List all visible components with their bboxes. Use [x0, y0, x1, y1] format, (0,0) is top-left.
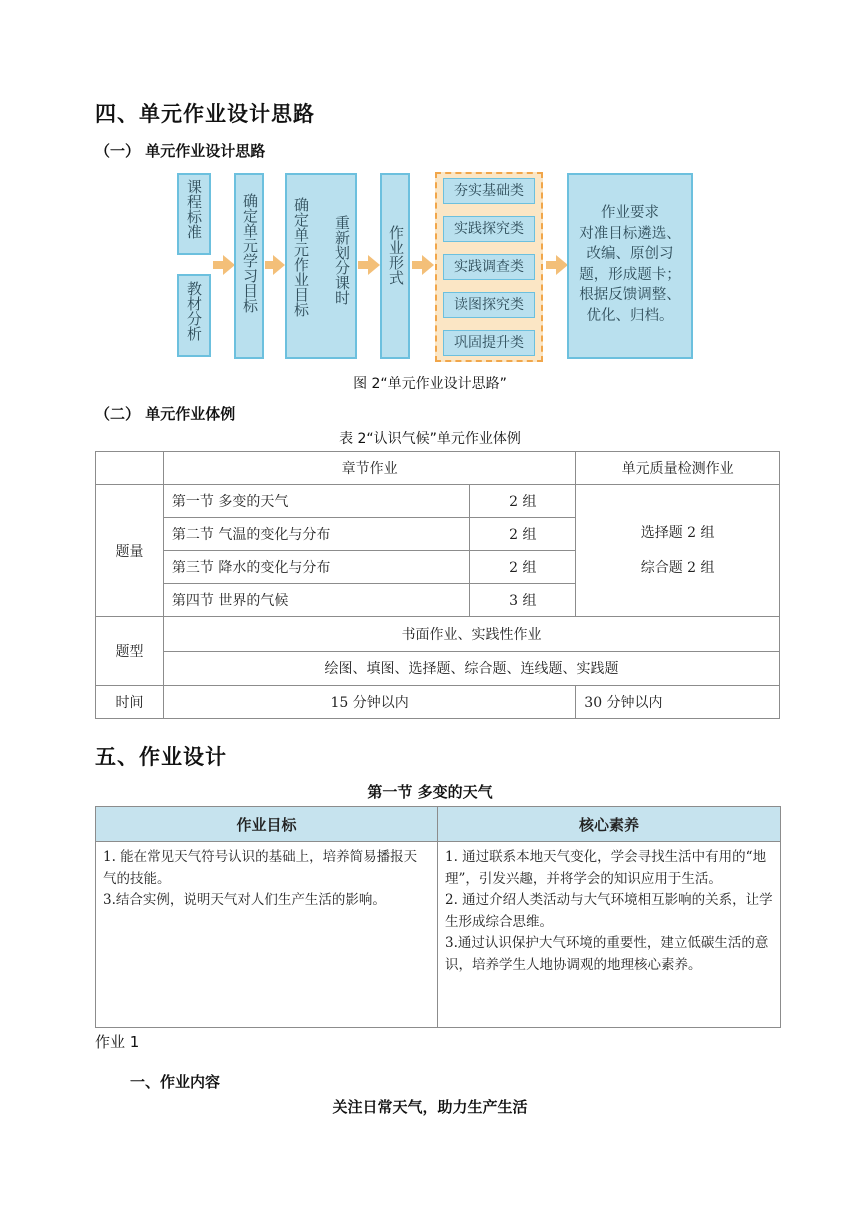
unit-amount-cell — [576, 485, 780, 617]
section-count: 2 组 — [470, 485, 576, 518]
table-row — [96, 485, 780, 518]
unit-learning-goals-label: 确定单元学习目标 — [241, 193, 259, 313]
type-line-1: 书面作业、实践性作业 — [163, 617, 779, 652]
unit-learning-goals-box — [234, 173, 264, 359]
core-item: 3.通过认识保护大气环境的重要性，建立低碳生活的意识，培养学生人地协调观的地理核心素养。 — [445, 935, 769, 973]
lesson-title: 第一节 多变的天气 — [367, 783, 493, 801]
unit-test-header: 单元质量检测作业 — [576, 452, 780, 485]
table-row — [96, 651, 780, 686]
goals-table — [95, 806, 781, 1028]
content-title: 关注日常天气，助力生产生活 — [332, 1098, 528, 1116]
type-basic: 夯实基础类 — [443, 178, 535, 204]
table-row — [96, 452, 780, 485]
section-count: 2 组 — [470, 551, 576, 584]
table-row — [96, 686, 780, 719]
subsection-design-title: （一） 单元作业设计思路 — [95, 142, 266, 160]
type-consolidate: 巩固提升类 — [443, 330, 535, 356]
unit-amount-comprehensive: 综合题 2 组 — [640, 559, 715, 576]
core-item: 1. 通过联系本地天气变化，学会寻找生活中有用的“地理”，引发兴趣，并将学会的知识应用于生活。 — [445, 849, 767, 887]
type-practice-explore: 实践探究类 — [443, 216, 535, 242]
homework-requirements-box — [567, 173, 693, 359]
time-chapter: 15 分钟以内 — [163, 686, 575, 719]
section-name: 第二节 气温的变化与分布 — [163, 518, 470, 551]
table-row — [96, 842, 781, 1028]
re-divide-periods-label: 重新划分课时 — [333, 215, 351, 305]
cores-cell — [438, 842, 781, 1028]
chapter-homework-header: 章节作业 — [163, 452, 575, 485]
table-row — [96, 807, 781, 842]
section-count: 3 组 — [470, 584, 576, 617]
core-header: 核心素养 — [438, 807, 781, 842]
section-name: 第一节 多变的天气 — [163, 485, 470, 518]
textbook-analysis-box — [177, 274, 211, 357]
course-standard-label: 课程标准 — [185, 179, 203, 239]
amount-label: 题量 — [96, 485, 164, 617]
design-flow-diagram — [175, 170, 695, 362]
section-name: 第三节 降水的变化与分布 — [163, 551, 470, 584]
type-map-explore: 读图探究类 — [443, 292, 535, 318]
homework-form-box — [380, 173, 410, 359]
core-item: 2. 通过介绍人类活动与大气环境相互影响的关系，让学生形成综合思维。 — [445, 892, 773, 930]
section-5-title: 五、作业设计 — [95, 745, 227, 769]
homework-types-group — [435, 172, 543, 362]
course-standard-box — [177, 173, 211, 255]
goals-cell — [96, 842, 438, 1028]
goal-item: 1. 能在常见天气符号认识的基础上，培养简易播报天气的技能。 — [103, 849, 418, 887]
section-4-title: 四、单元作业设计思路 — [95, 102, 315, 126]
unit-homework-format-table — [95, 451, 780, 719]
homework-form-label: 作业形式 — [387, 225, 405, 285]
goal-item: 3.结合实例，说明天气对人们生产生活的影响。 — [103, 892, 386, 908]
type-practice-survey: 实践调查类 — [443, 254, 535, 280]
homework-label: 作业 1 — [95, 1033, 140, 1051]
type-label: 题型 — [96, 617, 164, 686]
requirements-title: 作业要求 — [601, 205, 659, 221]
time-unit: 30 分钟以内 — [576, 686, 780, 719]
table-cell — [96, 452, 164, 485]
table-row — [96, 617, 780, 652]
subsection-format-title: （二） 单元作业体例 — [95, 405, 236, 423]
textbook-analysis-label: 教材分析 — [185, 281, 203, 341]
section-name: 第四节 世界的气候 — [163, 584, 470, 617]
unit-homework-goals-label: 确定单元作业目标 — [292, 197, 310, 317]
table-caption: 表 2“认识气候”单元作业体例 — [339, 431, 521, 447]
goal-header: 作业目标 — [96, 807, 438, 842]
content-label: 一、作业内容 — [130, 1073, 221, 1091]
type-line-2: 绘图、填图、选择题、综合题、连线题、实践题 — [163, 651, 779, 686]
requirements-body: 对准目标遴选、改编、原创习题，形成题卡；根据反馈调整、优化、归档。 — [579, 225, 681, 324]
time-label: 时间 — [96, 686, 164, 719]
section-count: 2 组 — [470, 518, 576, 551]
unit-homework-goals-box — [285, 173, 357, 359]
figure-caption: 图 2“单元作业设计思路” — [353, 376, 507, 392]
unit-amount-choice: 选择题 2 组 — [640, 524, 715, 541]
